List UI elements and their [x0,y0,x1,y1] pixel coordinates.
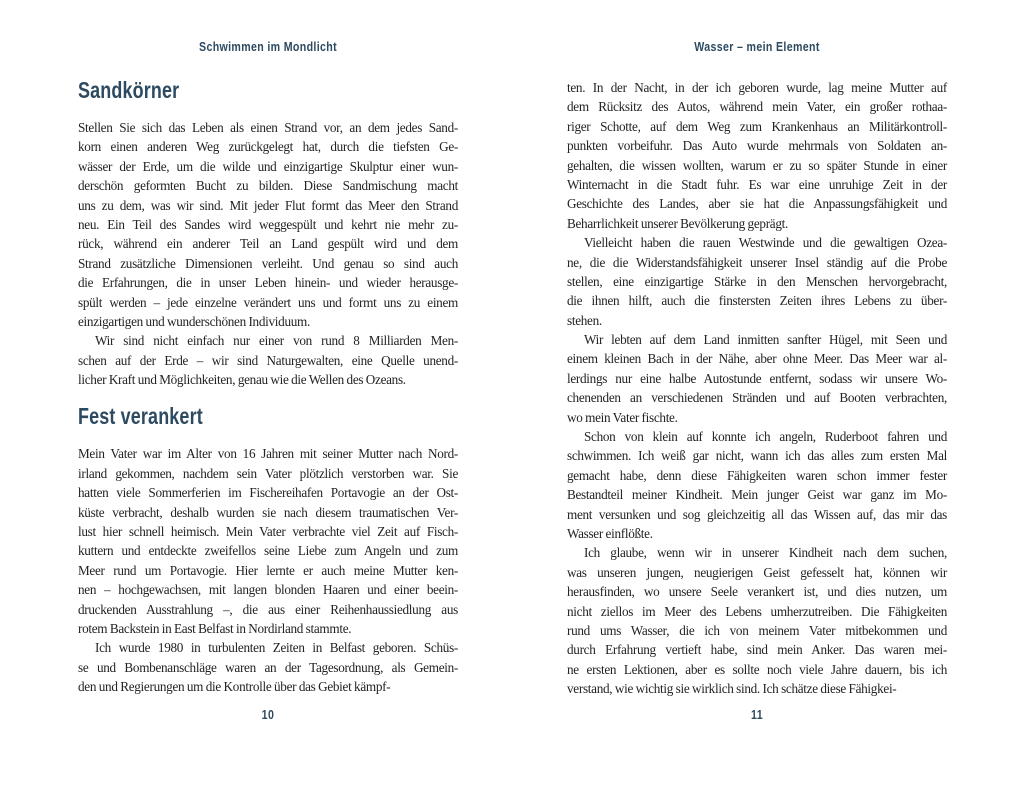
text-line: rück, während ein anderer Teil an Land gespült wird und dem [78,236,458,252]
text-line: verstand, wie wichtig sie wirklich sind. Ich schätze diese Fähigkei- [567,681,897,697]
text-line: küste verbracht, deshalb wurden sie nach diesem traumatischen Ver- [78,504,458,520]
text-line: Ich wurde 1980 in turbulenten Zeiten in Belfast geboren. Schüs- [95,640,458,656]
text-line: Strand zusätzliche Dimensionen verleiht. Und genau so sind auch [78,255,458,271]
text-line: lerdings nur eine halbe Autostunde entfernt, sodass wir unsere Wo- [567,370,947,386]
text-line: schwimmen. Ich weiß gar nicht, wann ich das alles zum ersten Mal [567,448,947,464]
text-line: schen auf der Erde – wir sind Naturgewalten, eine Quelle unend- [78,352,458,368]
text-line: wässer der Erde, um die wilde und einzigartige Skulptur einer wun- [78,158,458,174]
text-line: Wir sind nicht einfach nur einer von rund 8 Milliarden Men- [95,333,458,349]
text-line: druckenden Ausstrahlung –, die aus einer Reihenhaussiedlung aus [78,601,458,617]
text-line: ten. In der Nacht, in der ich geboren wurde, lag meine Mutter auf [567,80,947,95]
page-left [78,0,458,788]
text-line: Ich glaube, wenn wir in unserer Kindheit nach dem suchen, [584,545,947,561]
text-line: neu. Ein Teil des Sandes wird weggespült und kehrt nie mehr zu- [78,216,458,232]
text-line: Schon von klein auf konnte ich angeln, Ruderboot fahren und [584,429,947,445]
page-number-right: 11 [750,708,764,722]
text-line: rotem Backstein in East Belfast in Nordirland stammte. [78,620,352,636]
text-line: herausfinden, wo unsere Seele verankert ist, und dies nutzen, um [567,584,947,600]
text-line: uns zu dem, was wir sind. Mit jeder Flut formt das Meer den Strand [78,197,458,213]
text-line: Stellen Sie sich das Leben als einen Strand vor, an dem jedes Sand- [78,120,458,135]
text-line: Beharrlichkeit unserer Bevölkerung geprägt. [567,215,788,231]
section-heading: Sandkörner [78,77,180,103]
text-line: ne, die die Widerstandsfähigkeit unserer Insel ständig auf die Probe [567,254,947,270]
text-line: Wasser einflößte. [567,525,653,541]
text-line: licher Kraft und Möglichkeiten, genau wie die Wellen des Ozeans. [78,372,406,388]
text-line: lust hier schnell heimisch. Mein Vater verbrachte viel Zeit auf Fisch- [78,524,458,540]
text-line: irland gekommen, nachdem sein Vater plötzlich verstorben war. Sie [78,465,458,481]
text-line: dem Rücksitz des Autos, während mein Vater, ein großer rothaa- [567,99,947,115]
text-line: punkten vorbeifuhr. Das Auto wurde mehrmals von Soldaten an- [567,138,947,154]
text-line: Meer rund um Portavogie. Hier lernte er auch meine Mutter ken- [78,562,458,578]
text-line: Mein Vater war im Alter von 16 Jahren mit seiner Mutter nach Nord- [78,446,458,462]
text-line: den und Regierungen um die Kontrolle über das Gebiet kämpf- [78,679,391,695]
text-line: stellen, eine einzigartige Stärke in den Menschen hervorgebracht, [567,273,947,289]
page-number-left: 10 [261,708,275,722]
text-line: was unseren jungen, neugierigen Geist gefesselt hat, können wir [567,564,947,580]
text-line: einzigartigen und wunderschönen Individuum. [78,313,311,329]
text-line: ment versunken und sog gleichzeitig all das Wissen auf, das mir das [567,506,947,522]
running-head-left: Schwimmen im Mondlicht [199,40,337,54]
text-line: kuttern und entdeckte zweifellos seine Liebe zum Angeln und zum [78,543,458,559]
text-line: Wir lebten auf dem Land inmitten sanfter Hügel, mit Seen und [584,332,947,348]
text-line: Winternacht in die Stadt fuhr. Es war eine unruhige Zeit in der [567,176,947,192]
page-right-body [567,78,947,699]
text-line: nen – hochgewachsen, mit langen blonden Haaren und einer beein- [78,582,458,598]
text-line: die Erfahrungen, die in unser Leben hinein- und wieder herausge- [78,275,458,291]
text-line: korn einen anderen Weg zurückgelegt hat, durch die tiefsten Ge- [78,139,458,155]
page-right [567,0,947,788]
text-line: gehalten, die wissen wollten, warum er zu so später Stunde in einer [567,157,947,173]
text-line: wo mein Vater fischte. [567,409,678,425]
section-heading: Fest verankert [78,403,203,430]
page-left-body [78,78,458,697]
text-line: riger Schotte, auf dem Weg zum Krankenhaus an Militärkontroll- [567,118,947,134]
text-line: hatten viele Sommerferien im Fischereihafen Portavogie an der Ost- [78,485,458,501]
text-line: rund ums Wasser, die ich von meinem Vater mitbekommen und [567,622,947,638]
text-line: ne ersten Lektionen, aber es sollte noch viele Jahre dauern, bis ich [567,661,947,677]
running-head-right: Wasser – mein Element [694,40,820,54]
text-line: se und Bombenanschläge waren an der Tagesordnung, als Gemein- [78,659,458,675]
text-line: Bestandteil meiner Kindheit. Mein junger Geist war ganz im Mo- [567,487,947,503]
text-line: Geschichte des Landes, aber sie hat die Anpassungsfähigkeit und [567,196,947,212]
text-line: nicht ziellos im Meer des Lebens umherzutreiben. Die Fähigkeiten [567,603,947,619]
text-line: derschön geformten Bucht zu bilden. Diese Sandmischung macht [78,178,458,194]
text-line: stehen. [567,312,602,328]
text-line: gemacht habe, denn diese Fähigkeiten waren schon immer fester [567,467,947,483]
text-line: Vielleicht haben die rauen Westwinde und die gewaltigen Ozea- [584,235,947,251]
text-line: durch Erfahrung vertieft habe, sind mein Anker. Das waren mei- [567,642,947,658]
text-line: spült werden – jede einzelne verändert uns und formt uns zu einem [78,294,458,310]
text-line: chenenden an verschiedenen Stränden und auf Booten verbrachten, [567,390,947,406]
text-line: einem kleinen Bach in der Nähe, aber ohne Meer. Das Meer war al- [567,351,947,367]
text-line: die ihnen hilft, auch die finstersten Zeiten ihres Lebens zu über- [567,293,947,309]
